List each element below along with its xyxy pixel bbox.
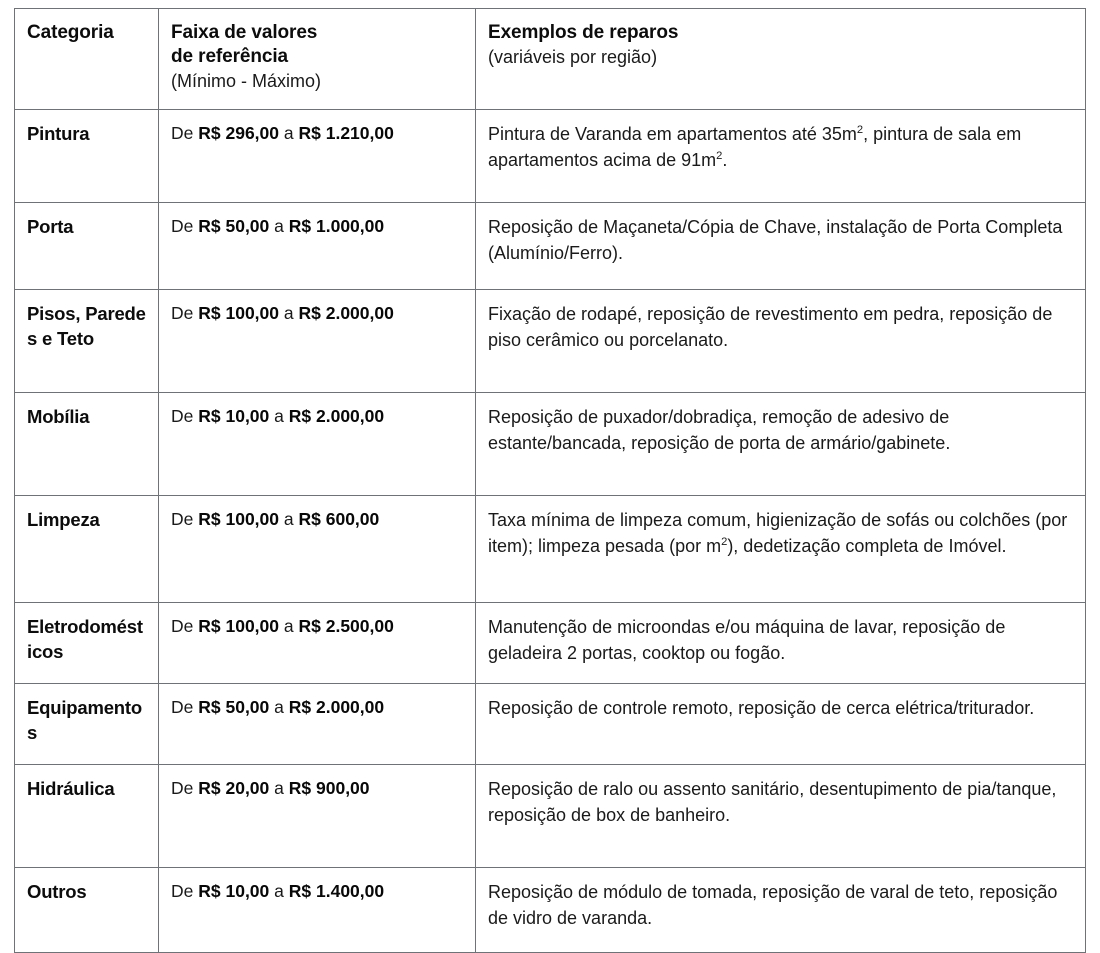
header-cell-exemplos: [476, 9, 1086, 110]
cell-categoria: Hidráulica: [15, 765, 159, 868]
faixa-min: R$ 20,00: [198, 778, 270, 798]
faixa-prefix: De: [171, 881, 194, 901]
header-title-faixa-line1: Faixa de valores: [171, 22, 318, 43]
cell-categoria: Porta: [15, 203, 159, 290]
cell-categoria: Limpeza: [15, 496, 159, 603]
faixa-max: R$ 2.000,00: [298, 303, 394, 323]
faixa-prefix: De: [171, 616, 194, 636]
cell-faixa-valores: [159, 496, 476, 603]
faixa-max: R$ 2.000,00: [288, 697, 385, 717]
faixa-connector: a: [283, 509, 294, 529]
cell-faixa-valores: [159, 868, 476, 953]
cell-exemplos: Reposição de módulo de tomada, reposição de varal de teto, reposição de vidro de varanda.: [476, 868, 1086, 953]
faixa-connector: a: [283, 303, 294, 323]
cell-faixa-valores: [159, 393, 476, 496]
faixa-min: R$ 50,00: [198, 216, 270, 236]
table-row: [15, 684, 1086, 765]
faixa-prefix: De: [171, 123, 194, 143]
faixa-min: R$ 50,00: [198, 697, 270, 717]
faixa-max: R$ 1.400,00: [288, 881, 385, 901]
faixa-max: R$ 2.500,00: [298, 616, 394, 636]
faixa-prefix: De: [171, 406, 194, 426]
cell-faixa-valores: [159, 110, 476, 203]
table-row: [15, 765, 1086, 868]
faixa-max: R$ 1.000,00: [288, 216, 385, 236]
faixa-min: R$ 296,00: [198, 123, 280, 143]
cell-faixa-valores: [159, 684, 476, 765]
cell-categoria: Pisos, Paredes e Teto: [15, 290, 159, 393]
faixa-max: R$ 1.210,00: [298, 123, 394, 143]
table-row: [15, 393, 1086, 496]
table-row: [15, 110, 1086, 203]
header-subtitle-exemplos: (variáveis por região): [488, 46, 658, 67]
faixa-connector: a: [283, 123, 294, 143]
faixa-prefix: De: [171, 303, 194, 323]
faixa-connector: a: [283, 616, 294, 636]
table-row: [15, 496, 1086, 603]
table-header-row: [15, 9, 1086, 110]
table-row: [15, 290, 1086, 393]
header-title-categoria: Categoria: [27, 22, 114, 43]
cell-faixa-valores: [159, 290, 476, 393]
faixa-prefix: De: [171, 509, 194, 529]
header-title-faixa-line2: de referência: [171, 45, 288, 67]
cell-categoria: Pintura: [15, 110, 159, 203]
cell-categoria: Equipamentos: [15, 684, 159, 765]
cell-exemplos: Manutenção de microondas e/ou máquina de lavar, reposição de geladeira 2 portas, cooktop ou fogão.: [476, 603, 1086, 684]
faixa-min: R$ 100,00: [198, 616, 280, 636]
cell-faixa-valores: [159, 203, 476, 290]
faixa-connector: a: [274, 881, 284, 901]
table-header: [15, 9, 1086, 110]
cell-exemplos: Pintura de Varanda em apartamentos até $35m^2$, pintura de sala em apartamentos acima de $91m^2$.: [476, 110, 1086, 203]
faixa-max: R$ 600,00: [298, 509, 380, 529]
cell-exemplos: Reposição de controle remoto, reposição de cerca elétrica/triturador.: [476, 684, 1086, 765]
faixa-connector: a: [274, 778, 284, 798]
repair-price-table: [14, 8, 1086, 953]
cell-categoria: Mobília: [15, 393, 159, 496]
faixa-max: R$ 2.000,00: [288, 406, 385, 426]
faixa-prefix: De: [171, 216, 194, 236]
faixa-connector: a: [274, 697, 284, 717]
cell-exemplos: Taxa mínima de limpeza comum, higienização de sofás ou colchões (por item); limpeza pesada (por $m^2$), dedetização completa de Imóvel.: [476, 496, 1086, 603]
header-cell-categoria: [15, 9, 159, 110]
cell-exemplos: Reposição de ralo ou assento sanitário, desentupimento de pia/tanque, reposição de box de banheiro.: [476, 765, 1086, 868]
table-body: [15, 110, 1086, 953]
cell-faixa-valores: [159, 765, 476, 868]
cell-categoria: Eletrodomésticos: [15, 603, 159, 684]
cell-exemplos: Fixação de rodapé, reposição de revestimento em pedra, reposição de piso cerâmico ou porcelanato.: [476, 290, 1086, 393]
header-subtitle-faixa: (Mínimo - Máximo): [171, 70, 322, 91]
faixa-connector: a: [274, 216, 284, 236]
table-row: [15, 203, 1086, 290]
faixa-max: R$ 900,00: [288, 778, 370, 798]
faixa-min: R$ 100,00: [198, 303, 280, 323]
faixa-min: R$ 10,00: [198, 406, 270, 426]
header-cell-faixa: [159, 9, 476, 110]
header-title-exemplos: Exemplos de reparos: [488, 22, 679, 43]
faixa-connector: a: [274, 406, 284, 426]
faixa-prefix: De: [171, 697, 194, 717]
cell-faixa-valores: [159, 603, 476, 684]
cell-categoria: Outros: [15, 868, 159, 953]
table-row: [15, 868, 1086, 953]
faixa-min: R$ 10,00: [198, 881, 270, 901]
faixa-prefix: De: [171, 778, 194, 798]
table-row: [15, 603, 1086, 684]
cell-exemplos: Reposição de Maçaneta/Cópia de Chave, instalação de Porta Completa (Alumínio/Ferro).: [476, 203, 1086, 290]
faixa-min: R$ 100,00: [198, 509, 280, 529]
cell-exemplos: Reposição de puxador/dobradiça, remoção de adesivo de estante/bancada, reposição de porta de armário/gabinete.: [476, 393, 1086, 496]
